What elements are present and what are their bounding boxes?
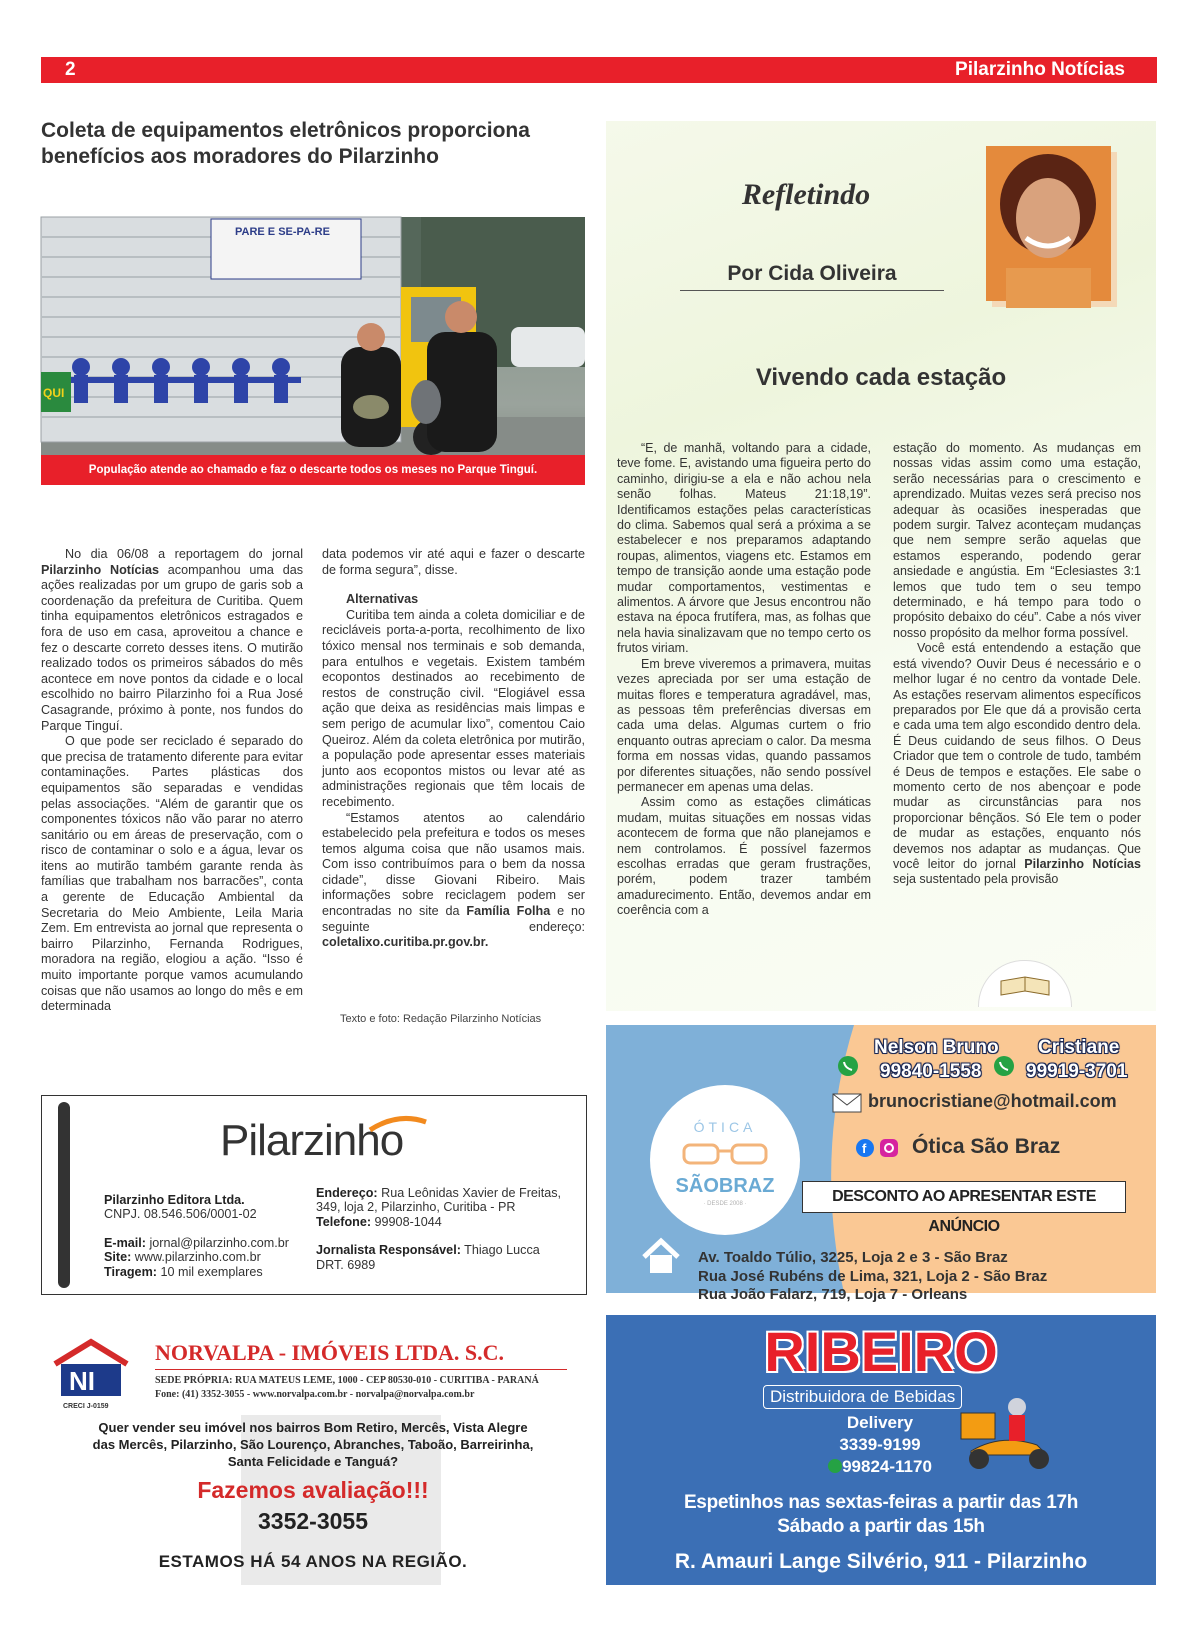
page-number: 2 bbox=[65, 59, 76, 80]
email-value: jornal@pilarzinho.com.br bbox=[149, 1235, 289, 1250]
otica-logo-main: SÃOBRAZ bbox=[675, 1175, 775, 1197]
norvalpa-logo-letters: NI bbox=[69, 1366, 95, 1396]
tiragem-label: Tiragem: bbox=[104, 1264, 157, 1279]
norvalpa-creci: CRECI J-0159 bbox=[63, 1403, 109, 1410]
masthead-logo: Pilarzinho bbox=[220, 1116, 404, 1165]
norvalpa-question-3: Santa Felicidade e Tanguá? bbox=[227, 1454, 399, 1469]
norvalpa-question bbox=[41, 1419, 585, 1470]
newspaper-name: Pilarzinho Notícias bbox=[955, 59, 1125, 80]
otica-email: brunocristiane@hotmail.com bbox=[868, 1091, 1117, 1111]
photo-caption: População atende ao chamado e faz o descarte todos os meses no Parque Tinguí. bbox=[41, 455, 585, 485]
article-paragraph bbox=[41, 547, 303, 734]
truck-side-text: QUI bbox=[43, 386, 65, 400]
norvalpa-phone: 3352-3055 bbox=[258, 1508, 368, 1534]
ribeiro-promo-2: Sábado a partir das 15h bbox=[777, 1516, 985, 1537]
journalist-name: Thiago Lucca bbox=[464, 1243, 540, 1258]
book-badge bbox=[978, 960, 1072, 1007]
masthead-right bbox=[316, 1186, 561, 1272]
truck-sign: PARE E SE-PA-RE bbox=[235, 226, 330, 238]
ribeiro-address: R. Amauri Lange Silvério, 911 - Pilarzinho bbox=[674, 1550, 1088, 1573]
phone-value: 99908-1044 bbox=[374, 1214, 442, 1229]
paragraph-text: acompanhou uma das ações realizadas por um grupo de garis sob a coordenação da prefeitura de Curitiba. Quem tinha equipamentos eletrônicos estragados e fora de uso em casa, aproveitou a chance e fez o descarte correto desses itens. O mutirão realizado todos os primeiros sábados do mês acontece em nove pontos da cidade e o local escolhido no bairro Pilarzinho foi a Rua José Casagrande, próximo à ponte, nos fundos do Parque Tinguí. bbox=[41, 562, 304, 733]
otica-address-3: Rua João Falarz, 719, Loja 7 - Orleans bbox=[698, 1286, 968, 1303]
tiragem-value: 10 mil exemplares bbox=[160, 1264, 263, 1279]
norvalpa-logo-icon bbox=[51, 1340, 131, 1404]
article-subhead: Alternativas bbox=[346, 592, 419, 607]
whatsapp-icon bbox=[836, 1054, 860, 1078]
ad-ribeiro bbox=[606, 1315, 1156, 1585]
article-paragraph: O que pode ser reciclado é separado do que precisa de tratamento diferente para evitar contaminações. Partes plásticas dos equipamentos são separadas e vendidas pelas associações. “Além de garantir que os componentes tóxicos não vão parar no aterro sanitário ou em áreas de preservação, com o risco de contaminar o solo e a água, levar os itens ao mutirão também garante renda às famílias que trabalham nos barracões”, conta a gerente de Educação Ambiental da Secretaria do Meio Ambiente, Leila Maria Zem. Em entrevista ao jornal que representa o bairro Pilarzinho, Fernanda Rodrigues, moradora na região, elogiou a ação. “Isso é muito importante porque vamos acumulando coisas que não usamos ao longo do mês e em determinada bbox=[41, 734, 303, 1014]
address-line-1: Rua Leônidas Xavier de Freitas, bbox=[381, 1186, 562, 1200]
norvalpa-rule bbox=[155, 1369, 567, 1370]
column-paragraph: “E, de manhã, voltando para a cidade, teve fome. E, avistando uma figueira perto do caminho, dirigiu-se a ela e não achou nela senão folhas. Mateus 21:18,19”. Identificamos estações pelas características do clima. Sabemos qual será a próxima a se estabelecer e nos preparamos adaptando roupas, alimentos, viagens etc. Estamos em tempo de transição aonde uma estação pode mudar comportamentos, vestimentas e alimentos. A árvore que Jesus encontrou não estava na época frutífera, mas, as folhas que nela havia sinalizavam que no tempo certo os frutos viriam. bbox=[617, 441, 871, 656]
newspaper-mention: Pilarzinho Notícias bbox=[1024, 856, 1141, 871]
delivery-scooter-icon bbox=[951, 1393, 1061, 1473]
masthead-left bbox=[104, 1193, 289, 1279]
email-label: E-mail: bbox=[104, 1235, 146, 1250]
newspaper-mention: Pilarzinho Notícias bbox=[41, 562, 159, 577]
paragraph-text: Você está entendendo a estação que está vivendo? Ouvir Deus é necessário e o melhor lugar é no centro da vontade Dele. As estações reservam alimentos específicos preparados por Ele que dá a provisão certa e cada uma tem algo escondido dentro dela. É Deus cuidando de seus filhos. O Deus Criador que tem o controle de tudo, também é Deus de tempos e estações. Ele sabe o momento certo de nos abençoar e pode mudar as circunstâncias para nos proporcionar bênçãos. Só Ele tem o poder de mudar as estações, enquanto nós devemos nos adaptar as mudanças. Que você leitor do jornal bbox=[893, 641, 1141, 871]
column-paragraph: Em breve viveremos a primavera, muitas vezes apreciada por ser uma estação de muitas flores e temperatura agradável, mas, as pessoas têm preferências diversas em cada uma delas. Algumas curtem o frio enquanto outras apreciam o calor. Da mesma forma em nossas vidas, quando passamos por diferentes situações, não sendo possível permanecer em apenas uma delas. bbox=[617, 656, 871, 794]
column-section-title: Refletindo bbox=[741, 178, 871, 211]
norvalpa-contact: Fone: (41) 3352-3055 - www.norvalpa.com.br - norvalpa@norvalpa.com.br bbox=[155, 1389, 475, 1400]
norvalpa-info bbox=[155, 1374, 539, 1402]
whatsapp-icon bbox=[828, 1459, 842, 1473]
headline-line-1: Coleta de equipamentos eletrônicos proporciona bbox=[41, 119, 530, 142]
ribeiro-brand: RIBEIRO bbox=[764, 1320, 998, 1383]
author-portrait-illustration bbox=[986, 146, 1111, 301]
paragraph-text: e no seguinte endereço: bbox=[322, 904, 586, 934]
journalist-label: Jornalista Responsável: bbox=[316, 1243, 461, 1258]
column-paragraph bbox=[893, 641, 1141, 888]
norvalpa-address: SEDE PRÓPRIA: RUA MATEUS LEME, 1000 - CEP 80530-010 - CURITIBA - PARANÁ bbox=[155, 1375, 539, 1386]
ad-otica-sao-braz bbox=[606, 1025, 1156, 1303]
column-byline: Por Cida Oliveira bbox=[680, 262, 944, 291]
contact1-phone: 99840-1558 bbox=[880, 1061, 982, 1082]
journalist-registration: DRT. 6989 bbox=[316, 1257, 376, 1272]
author-portrait bbox=[986, 146, 1111, 301]
site-value: www.pilarzinho.com.br bbox=[134, 1250, 261, 1265]
otica-logo-circle bbox=[650, 1085, 800, 1235]
site-mention: Família Folha bbox=[466, 904, 551, 919]
otica-social-name: Ótica São Braz bbox=[912, 1135, 1061, 1158]
article-photo bbox=[41, 217, 585, 485]
ribeiro-contact bbox=[786, 1412, 974, 1478]
ribeiro-promo bbox=[606, 1491, 1156, 1539]
norvalpa-cta: Fazemos avaliação!!! bbox=[197, 1477, 429, 1503]
company-name: Pilarzinho Editora Ltda. bbox=[104, 1193, 245, 1207]
website-address: coletalixo.curitiba.pr.gov.br. bbox=[322, 935, 489, 950]
address-label: Endereço: bbox=[316, 1186, 378, 1200]
ribeiro-phone-1: 3339-9199 bbox=[839, 1435, 921, 1454]
company-cnpj: CNPJ. 08.546.506/0001-02 bbox=[104, 1207, 257, 1222]
column-paragraph: estação do momento. As mudanças em nossas vidas assim como uma estação, serão necessárias para o crescimento e aprendizado. Muitas vezes será preciso nos adequar às ocasiões inesperadas que podem surgir. Talvez aconteçam mudanças que nem sempre serão aquelas que estamos esperando, podendo gerar ansiedade e angústia. Em “Eclesiastes 3:1 lemos que tudo tem o seu tempo determinado, e há tempo para todo o propósito debaixo do céu”. Cabe a nós viver nosso propósito da melhor forma possível. bbox=[893, 441, 1141, 640]
article-headline bbox=[41, 118, 587, 170]
norvalpa-question-2: das Mercês, Pilarzinho, São Lourenço, Abranches, Taboão, Barreirinha, bbox=[92, 1437, 534, 1452]
truck-photo-illustration bbox=[41, 217, 585, 485]
article-column-2 bbox=[322, 547, 585, 951]
address-line-2: 349, loja 2, Pilarzinho, Curitiba - PR bbox=[316, 1200, 516, 1215]
ribeiro-promo-1: Espetinhos nas sextas-feiras a partir das 17h bbox=[683, 1492, 1079, 1513]
paragraph-text: No dia 06/08 a reportagem do jornal bbox=[65, 547, 303, 561]
ribeiro-delivery: Delivery bbox=[846, 1413, 914, 1432]
whatsapp-icon bbox=[992, 1054, 1016, 1078]
home-icon bbox=[640, 1237, 682, 1277]
article-column-1 bbox=[41, 547, 303, 1015]
article-paragraph bbox=[322, 811, 585, 951]
otica-discount: DESCONTO AO APRESENTAR ESTE ANÚNCIO bbox=[802, 1181, 1126, 1213]
svg-text:f: f bbox=[862, 1141, 867, 1156]
paragraph-text: “Estamos atentos ao calendário estabelecido pela prefeitura e todos os meses temos alguma coisa que não usamos mais. Com isso contribuímos para o bem da nossa cidade”, disse Giovani Ribeiro. Mais informações sobre reciclagem podem ser encontradas no site da bbox=[322, 810, 585, 919]
norvalpa-name: NORVALPA - IMÓVEIS LTDA. S.C. bbox=[155, 1340, 505, 1365]
site-label: Site: bbox=[104, 1250, 132, 1265]
masthead-box bbox=[41, 1095, 587, 1295]
contact1-name: Nelson Bruno bbox=[874, 1037, 999, 1058]
paragraph-text: seja sustentado pela provisão bbox=[893, 872, 1059, 887]
column-title: Vivendo cada estação bbox=[755, 364, 1007, 391]
ad-norvalpa bbox=[41, 1315, 585, 1585]
norvalpa-question-1: Quer vender seu imóvel nos bairros Bom Retiro, Mercês, Vista Alegre bbox=[98, 1420, 528, 1435]
article-credit: Texto e foto: Redação Pilarzinho Notícias bbox=[340, 1013, 542, 1025]
page-header-bar bbox=[41, 57, 1157, 83]
article-paragraph: data podemos vir até aqui e fazer o descarte de forma segura”, disse. bbox=[322, 547, 585, 577]
email-icon bbox=[832, 1093, 862, 1113]
ribeiro-phone-2: 99824-1170 bbox=[842, 1457, 932, 1476]
open-book-icon bbox=[979, 961, 1071, 1007]
ribeiro-subtitle: Distribuidora de Bebidas bbox=[763, 1385, 962, 1409]
glasses-icon bbox=[680, 1141, 770, 1167]
logo-swoosh-icon bbox=[368, 1114, 428, 1134]
masthead-bar-decoration bbox=[58, 1102, 70, 1288]
article-paragraph: Curitiba tem ainda a coleta domiciliar e de recicláveis porta-a-porta, recolhimento de lixo tóxico mensal nos terminais e sob demanda, para entulhos e vegetais. Existem também ecopontos destinados ao recebimento de restos de construção civil. “Elogiável essa ação que deixa as residências mais limpas e sem perigo de acumular lixo”, comentou Caio Queiroz. Além da coleta eletrônica por mutirão, a população pode apresentar esses materiais junto aos ecopontos mistos ou levar até as administrações regionais que têm locais de recebimento. bbox=[322, 607, 585, 809]
contact2-phone: 99919-3701 bbox=[1026, 1061, 1128, 1082]
phone-label: Telefone: bbox=[316, 1214, 372, 1229]
otica-logo-top: ÓTICA bbox=[693, 1119, 757, 1135]
column-paragraph: Assim como as estações climáticas mudam, muitas situações em nossas vidas acontecem de forma que não planejamos e nem controlamos. É possível fazermos escolhas erradas que geram frustrações, porém, podem trazer também amadurecimento. Então, devemos andar em coerência com a bbox=[617, 795, 871, 918]
otica-address-2: Rua José Rubéns de Lima, 321, Loja 2 - São Braz bbox=[698, 1267, 1048, 1285]
social-icons bbox=[856, 1138, 900, 1158]
norvalpa-tagline: ESTAMOS HÁ 54 ANOS NA REGIÃO. bbox=[158, 1552, 468, 1571]
column-text-right bbox=[893, 441, 1141, 888]
headline-line-2: benefícios aos moradores do Pilarzinho bbox=[41, 145, 439, 168]
column-text-left bbox=[617, 441, 871, 919]
otica-addresses bbox=[698, 1249, 1047, 1305]
contact2-name: Cristiane bbox=[1038, 1037, 1120, 1058]
otica-logo-since: · DESDE 2008 · bbox=[703, 1201, 747, 1207]
otica-address-1: Av. Toaldo Túlio, 3225, Loja 2 e 3 - São Braz bbox=[698, 1249, 1008, 1266]
